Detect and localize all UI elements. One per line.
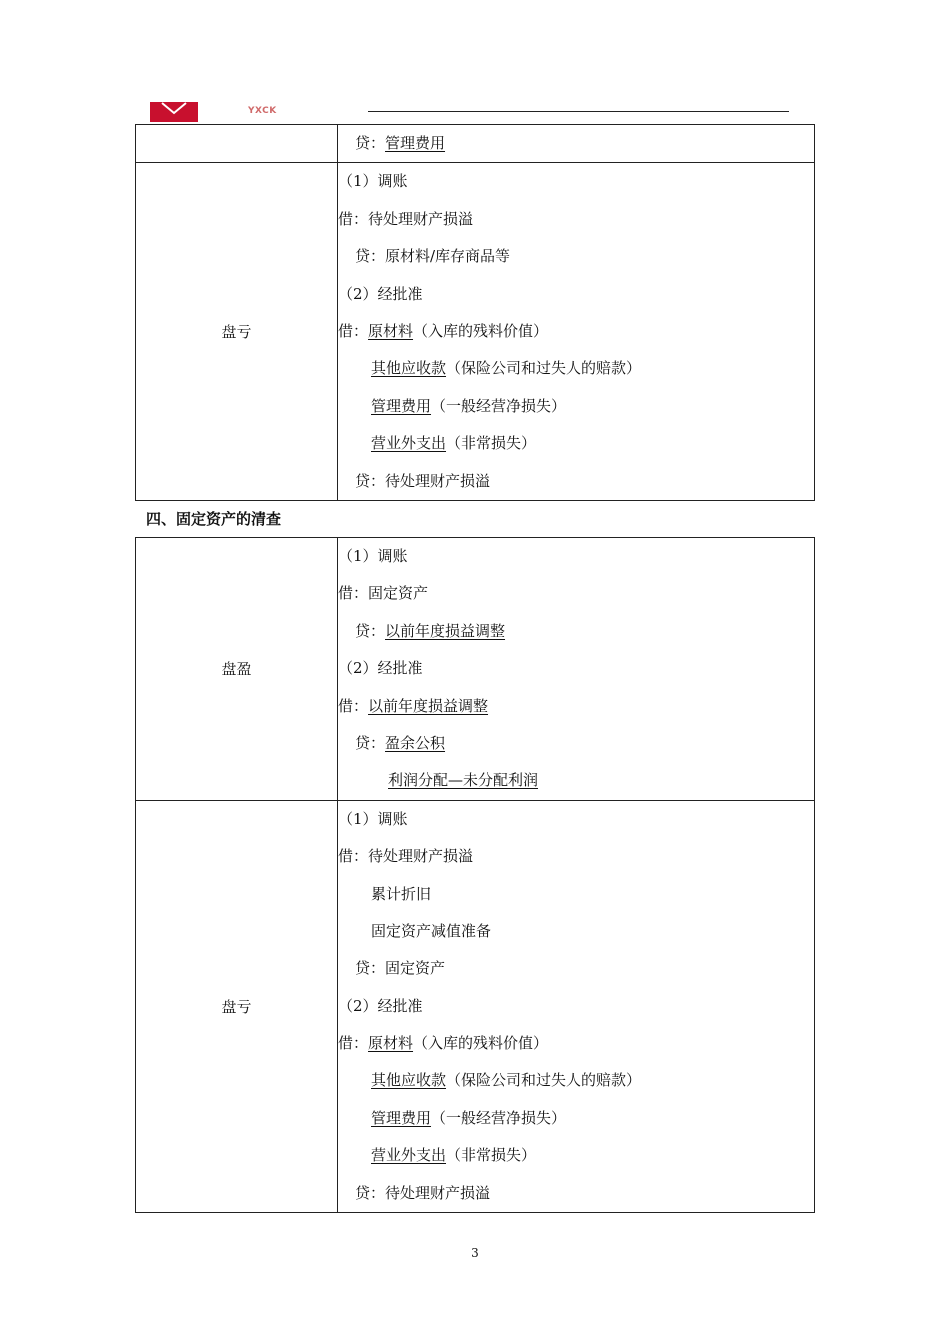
entry-line: （2）经批准 [338, 659, 423, 678]
entry-line: 固定资产减值准备 [371, 921, 492, 940]
section-heading: 四、固定资产的清查 [146, 510, 282, 528]
entry-line: 贷：待处理财产损溢 [355, 471, 491, 490]
entry-line: 营业外支出（非常损失） [371, 1146, 537, 1165]
row-label: 盘盈 [136, 538, 338, 801]
entry-line: 借：以前年度损益调整 [338, 696, 489, 715]
entry-line: 贷：管理费用 [355, 134, 446, 152]
entry-line: 借：固定资产 [338, 584, 429, 603]
header-rule [368, 111, 789, 112]
entry-line: 贷：待处理财产损溢 [355, 1183, 491, 1202]
entry-line: 贷：盈余公积 [355, 733, 446, 752]
table-row [136, 800, 815, 1212]
table-row [136, 538, 815, 801]
table-row [136, 125, 815, 163]
row-label: 盘亏 [136, 800, 338, 1212]
entry-line: 营业外支出（非常损失） [371, 434, 537, 453]
entries-cell [338, 163, 815, 501]
entry-line: 管理费用（一般经营净损失） [371, 396, 567, 415]
entry-line: 贷：以前年度损益调整 [355, 621, 506, 640]
page-number: 3 [471, 1246, 479, 1260]
inventory-table [135, 124, 815, 501]
entry-line: 其他应收款（保险公司和过失人的赔款） [371, 359, 642, 378]
entries-cell [338, 800, 815, 1212]
entry-line: （2）经批准 [338, 284, 423, 303]
entry-line: 管理费用（一般经营净损失） [371, 1108, 567, 1127]
entry-line: 借：待处理财产损溢 [338, 209, 474, 228]
entries-cell [338, 125, 815, 163]
envelope-icon [160, 102, 188, 116]
table-row [136, 163, 815, 501]
logo-text: YXCK [248, 106, 277, 116]
fixed-asset-table [135, 537, 815, 1213]
brand-logo [150, 102, 198, 122]
entry-line: 利润分配—未分配利润 [388, 771, 539, 790]
entry-line: （1）调账 [338, 547, 408, 565]
entry-line: 贷：固定资产 [355, 959, 446, 978]
entry-line: 借：原材料（入库的残料价值） [338, 1034, 549, 1053]
entry-line: （2）经批准 [338, 996, 423, 1015]
entry-line: 累计折旧 [371, 884, 432, 903]
row-label: 盘亏 [136, 163, 338, 501]
entry-line: 贷：原材料/库存商品等 [355, 247, 511, 266]
entries-cell [338, 538, 815, 801]
entry-line: 其他应收款（保险公司和过失人的赔款） [371, 1071, 642, 1090]
row-label [136, 125, 338, 163]
entry-line: （1）调账 [338, 172, 408, 191]
entry-line: 借：待处理财产损溢 [338, 847, 474, 866]
entry-line: （1）调账 [338, 809, 408, 828]
entry-line: 借：原材料（入库的残料价值） [338, 321, 549, 340]
